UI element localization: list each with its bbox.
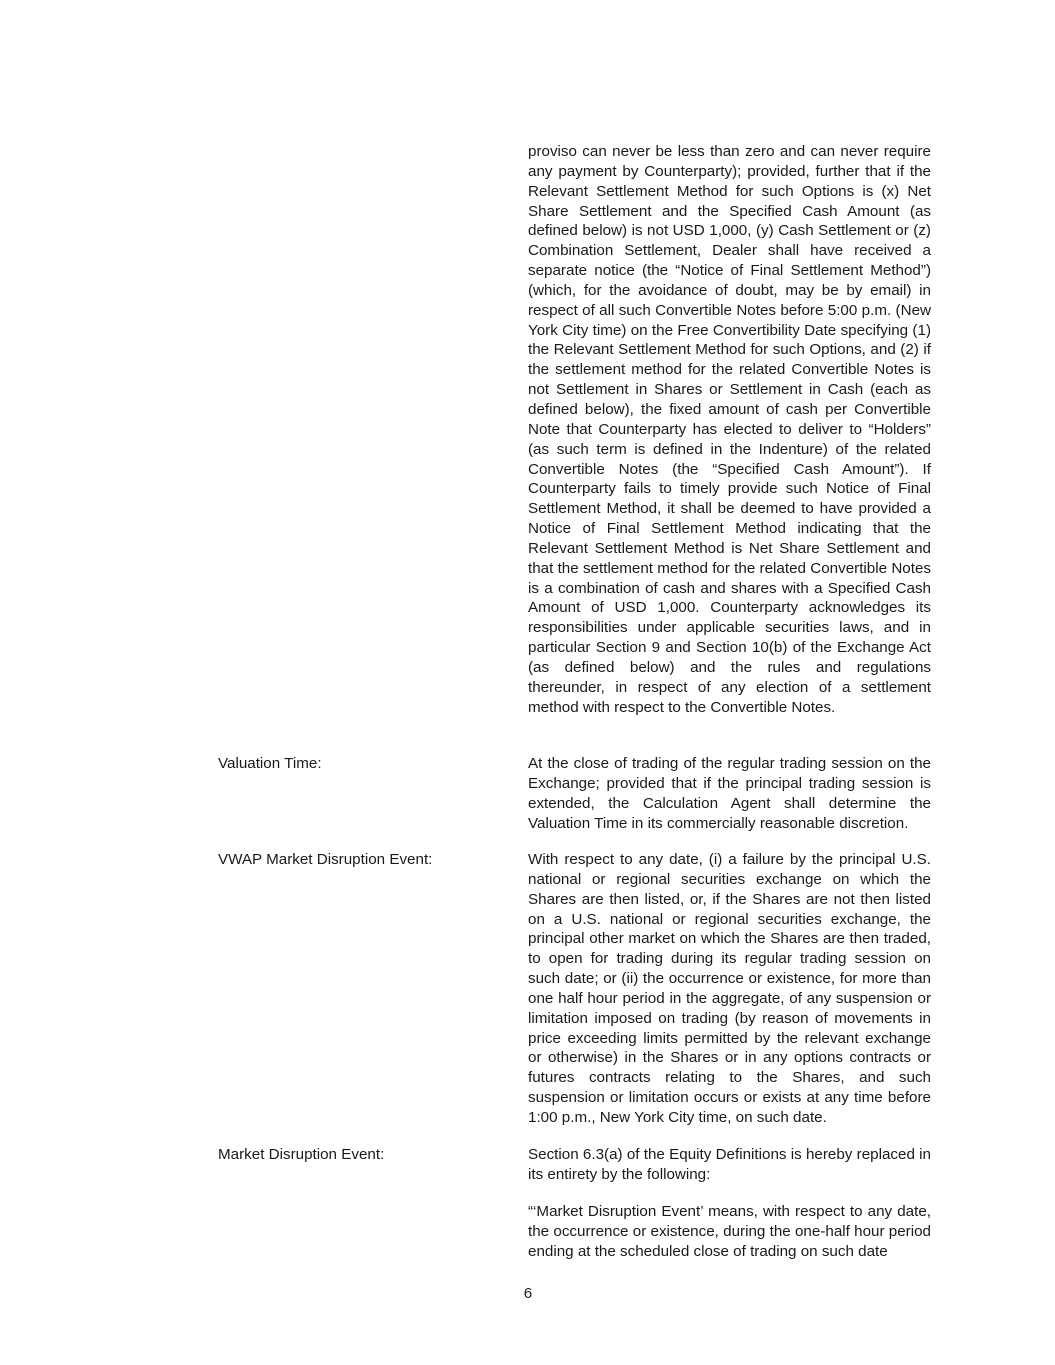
term-definition [528, 754, 931, 833]
term-definition-continued [528, 1202, 931, 1262]
term-label: Valuation Time: [218, 755, 322, 772]
definition-paragraph: With respect to any date, (i) a failure by the principal U.S. national or regional securities exchange on which the Shares are then listed, or, if the Shares are not then listed on a U.S. national or regional securities exchange, the principal other market on which the Shares are then traded, to open for trading during its regular trading session on such date; or (ii) the occurrence or existence, for more than one half hour period in the aggregate, of any suspension or limitation imposed on trading (by reason of movements in price exceeding limits permitted by the relevant exchange or otherwise) in the Shares or in any options contracts or futures contracts relating to the Shares, and such suspension or limitation occurs or exists at any time before 1:00 p.m., New York City time, on such date. [528, 851, 931, 1126]
term-label: VWAP Market Disruption Event: [218, 851, 433, 868]
term-definition [528, 1145, 931, 1185]
term-definition [528, 850, 931, 1128]
term-label: Market Disruption Event: [218, 1146, 385, 1163]
continuation-paragraph [528, 142, 931, 717]
continuation-text: proviso can never be less than zero and can never require any payment by Counterparty); provided, further that if the Relevant Settlement Method for such Options is (x) Net Share Settlement and the Specified Cash Amount (as defined below) is not USD 1,000, (y) Cash Settlement or (z) Combination Settlement, Dealer shall have received a separate notice (the “Notice of Final Settlement Method”) (which, for the avoidance of doubt, may be by email) in respect of all such Convertible Notes before 5:00 p.m. (New York City time) on the Free Convertibility Date specifying (1) the Relevant Settlement Method for such Options, and (2) if the settlement method for the related Convertible Notes is not Settlement in Shares or Settlement in Cash (each as defined below), the fixed amount of cash per Convertible Note that Counterparty has elected to deliver to “Holders” (as such term is defined in the Indenture) of the related Convertible Notes (the “Specified Cash Amount”). If Counterparty fails to timely provide such Notice of Final Settlement Method, it shall be deemed to have provided a Notice of Final Settlement Method indicating that the Relevant Settlement Method is Net Share Settlement and that the settlement method for the related Convertible Notes is a combination of cash and shares with a Specified Cash Amount of USD 1,000. Counterparty acknowledges its responsibilities under applicable securities laws, and in particular Section 9 and Section 10(b) of the Exchange Act (as defined below) and the rules and regulations thereunder, in respect of any election of a settlement method with respect to the Convertible Notes. [528, 143, 931, 716]
page-number: 6 [523, 1285, 533, 1302]
definition-paragraph: “‘Market Disruption Event’ means, with respect to any date, the occurrence or existence, during the one-half hour period ending at the scheduled close of trading on such date [528, 1203, 931, 1260]
definition-paragraph: Section 6.3(a) of the Equity Definitions is hereby replaced in its entirety by the following: [528, 1146, 931, 1183]
definition-paragraph: At the close of trading of the regular trading session on the Exchange; provided that if the principal trading session is extended, the Calculation Agent shall determine the Valuation Time in its commercially reasonable discretion. [528, 755, 931, 832]
